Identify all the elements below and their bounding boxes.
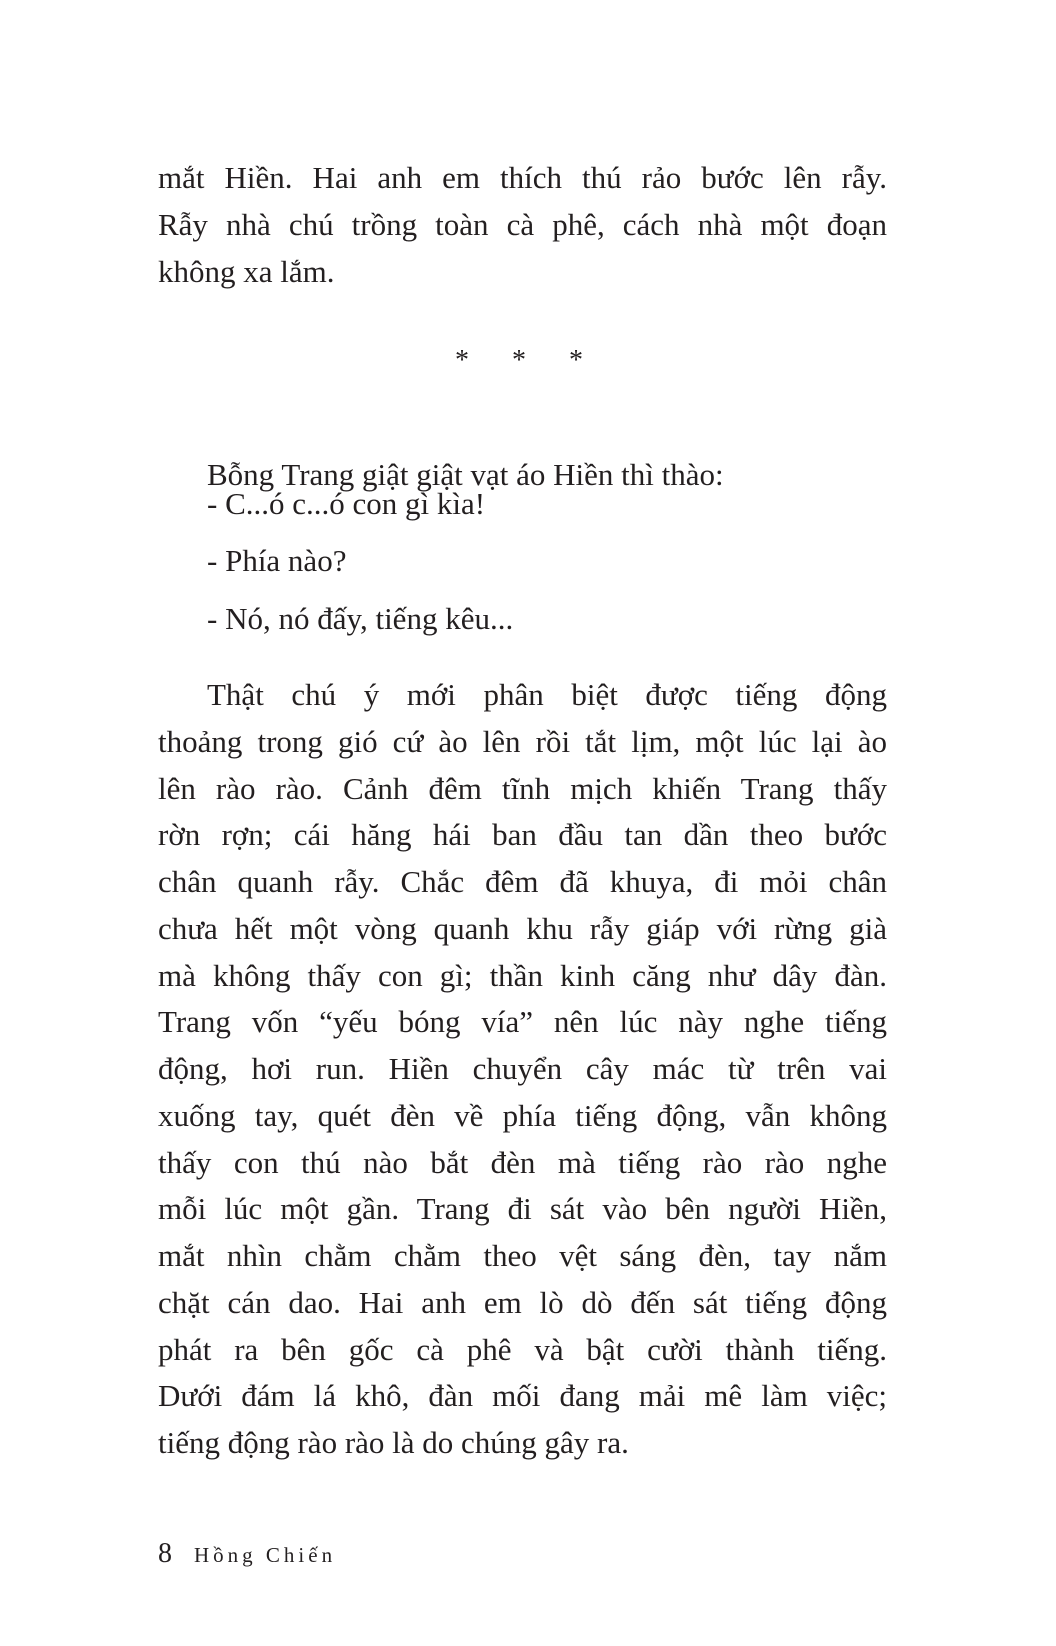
paragraph-main <box>158 672 887 1467</box>
text-line: thoảng trong gió cứ ào lên rồi tắt lịm, một lúc lại ào <box>158 723 887 759</box>
page-footer <box>158 1538 336 1570</box>
text-line: phát ra bên gốc cà phê và bật cười thành tiếng. <box>158 1331 887 1367</box>
text-line: không xa lắm. <box>158 253 335 289</box>
text-line: lên rào rào. Cảnh đêm tĩnh mịch khiến Trang thấy <box>158 770 887 806</box>
section-separator: * * * <box>455 345 601 376</box>
dialogue-line: - Nó, nó đấy, tiếng kêu... <box>207 601 514 636</box>
text-line: chân quanh rẫy. Chắc đêm đã khuya, đi mỏi chân <box>158 864 887 899</box>
dialogue-line: - Phía nào? <box>207 543 347 578</box>
text-line: mắt nhìn chằm chằm theo vệt sáng đèn, tay nắm <box>158 1238 887 1273</box>
text-line: xuống tay, quét đèn về phía tiếng động, vẫn không <box>158 1097 887 1133</box>
text-line: Dưới đám lá khô, đàn mối đang mải mê làm việc; <box>158 1378 887 1414</box>
text-line: Rẫy nhà chú trồng toàn cà phê, cách nhà một đoạn <box>158 206 887 242</box>
dialogue-line: Bỗng Trang giật giật vạt áo Hiền thì thào: <box>207 457 724 492</box>
text-line: mắt Hiền. Hai anh em thích thú rảo bước lên rẫy. <box>158 160 887 195</box>
paragraph-top <box>158 155 887 295</box>
text-line: mỗi lúc một gần. Trang đi sát vào bên người Hiền, <box>158 1191 887 1227</box>
text-line: chặt cán dao. Hai anh em lò dò đến sát tiếng động <box>158 1284 887 1320</box>
text-line: thấy con thú nào bắt đèn mà tiếng rào rào nghe <box>158 1144 887 1180</box>
text-line: tiếng động rào rào là do chúng gây ra. <box>158 1425 629 1460</box>
dialogue-line: - C...ó c...ó con gì kìa! <box>207 486 486 521</box>
text-line: rờn rợn; cái hăng hái ban đầu tan dần theo bước <box>158 817 887 853</box>
text-line: mà không thấy con gì; thần kinh căng như dây đàn. <box>158 957 887 993</box>
text-line: động, hơi run. Hiền chuyển cây mác từ trên vai <box>158 1051 887 1086</box>
text-line: Trang vốn “yếu bóng vía” nên lúc này nghe tiếng <box>158 1004 887 1040</box>
text-line: Thật chú ý mới phân biệt được tiếng động <box>207 677 887 712</box>
page-number: 8 <box>158 1538 172 1569</box>
text-line: chưa hết một vòng quanh khu rẫy giáp với rừng già <box>158 910 887 946</box>
author-name: Hồng Chiến <box>194 1543 337 1567</box>
